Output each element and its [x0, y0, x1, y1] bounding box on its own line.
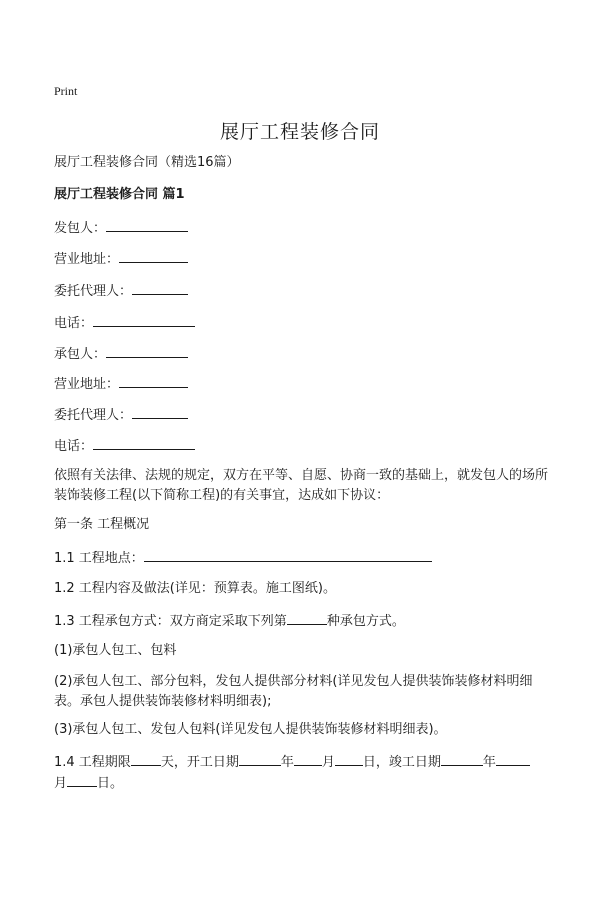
party-a-address-label: 营业地址：: [54, 252, 120, 267]
item-1-4-paragraph: [54, 752, 554, 794]
party-a-phone-label: 电话：: [54, 316, 94, 331]
item-1-3-suffix: 种承包方式。: [326, 614, 405, 629]
party-b-address-blank[interactable]: [119, 374, 188, 388]
duration-days-blank[interactable]: [131, 752, 161, 766]
end-month-blank[interactable]: [496, 752, 530, 766]
item-1-4-part3: 年: [280, 755, 294, 770]
document-subtitle: 展厅工程装修合同（精选16篇）: [54, 155, 240, 170]
print-label: Print: [54, 84, 78, 98]
party-a-agent-row: [54, 281, 188, 301]
option-2: (2)承包人包工、部分包料，发包人提供部分材料(详见发包人提供装饰装修材料明细表。承包人提供装饰装修材料明细表);: [54, 674, 533, 709]
item-1-4-part7: 月: [54, 776, 68, 791]
item-1-4-part6: 年: [482, 755, 496, 770]
end-day-blank[interactable]: [67, 773, 97, 787]
party-b-agent-row: [54, 405, 188, 425]
party-a-address-blank[interactable]: [119, 249, 188, 263]
party-b-name-blank[interactable]: [106, 344, 188, 358]
party-b-name-label: 承包人：: [54, 347, 107, 362]
item-1-3-row: [54, 611, 405, 631]
section-heading: 展厅工程装修合同 篇1: [54, 187, 185, 202]
party-a-phone-row: [54, 313, 195, 333]
item-1-4-part2: 天，开工日期: [160, 755, 239, 770]
end-year-blank[interactable]: [441, 752, 483, 766]
party-b-phone-blank[interactable]: [93, 436, 195, 450]
party-b-agent-blank[interactable]: [132, 405, 188, 419]
party-a-phone-blank[interactable]: [93, 313, 195, 327]
item-1-3-prefix: 1.3 工程承包方式：双方商定采取下列第: [54, 614, 287, 629]
item-1-1-row: [54, 548, 432, 568]
party-b-name-row: [54, 344, 188, 364]
start-year-blank[interactable]: [239, 752, 281, 766]
start-day-blank[interactable]: [335, 752, 363, 766]
party-b-agent-label: 委托代理人：: [54, 408, 133, 423]
document-title: 展厅工程装修合同: [219, 121, 380, 143]
party-a-agent-label: 委托代理人：: [54, 284, 133, 299]
item-1-4-part4: 月: [321, 755, 335, 770]
party-b-phone-row: [54, 436, 195, 456]
party-a-address-row: [54, 249, 188, 269]
item-1-4-part1: 1.4 工程期限: [54, 755, 131, 770]
article-1-heading: 第一条 工程概况: [54, 517, 150, 532]
contract-type-blank[interactable]: [287, 611, 327, 625]
party-a-name-row: [54, 218, 188, 238]
option-1: (1)承包人包工、包料: [54, 643, 177, 658]
party-a-name-blank[interactable]: [106, 218, 188, 232]
party-a-name-label: 发包人：: [54, 221, 107, 236]
start-month-blank[interactable]: [294, 752, 322, 766]
option-3: (3)承包人包工、发包人包料(详见发包人提供装饰装修材料明细表)。: [54, 722, 447, 737]
project-location-blank[interactable]: [144, 548, 432, 562]
party-a-agent-blank[interactable]: [132, 281, 188, 295]
item-1-1-label: 1.1 工程地点：: [54, 551, 144, 566]
item-1-4-part8: 日。: [97, 776, 124, 791]
party-b-address-label: 营业地址：: [54, 377, 120, 392]
party-b-phone-label: 电话：: [54, 439, 94, 454]
intro-paragraph: 依照有关法律、法规的规定，双方在平等、自愿、协商一致的基础上，就发包人的场所装饰装修工程(以下简称工程)的有关事宜，达成如下协议：: [54, 468, 549, 503]
item-1-4-part5: 日，竣工日期: [362, 755, 441, 770]
party-b-address-row: [54, 374, 188, 394]
item-1-2: 1.2 工程内容及做法(详见：预算表。施工图纸)。: [54, 581, 336, 596]
